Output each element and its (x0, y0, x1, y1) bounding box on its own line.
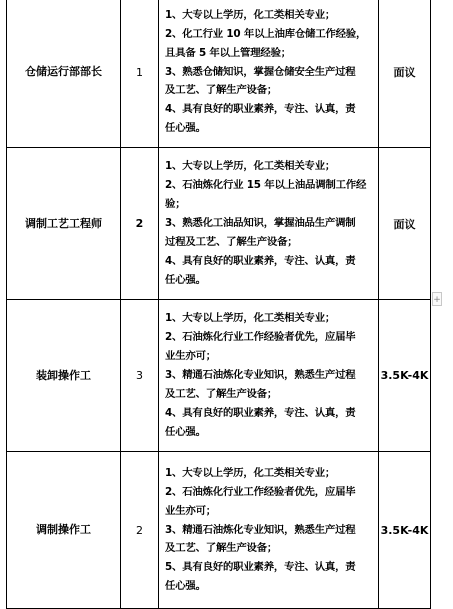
requirement-line: 业生亦可； (165, 504, 216, 517)
position-title: 调制工艺工程师 (7, 148, 121, 300)
headcount: 2 (121, 452, 159, 609)
requirement-line: 2、石油炼化行业 15 年以上油品调制工作经 (165, 179, 367, 192)
table-row (7, 452, 431, 609)
salary: 3.5K-4K (379, 300, 431, 452)
position-title: 调制操作工 (7, 452, 121, 609)
requirement-line: 5、具有良好的职业素养，专注、认真，责 (165, 561, 356, 574)
add-column-button[interactable]: + (432, 292, 442, 306)
requirement-line: 1、大专以上学历，化工类相关专业； (165, 8, 336, 21)
requirement-line: 1、大专以上学历，化工类相关专业； (165, 160, 336, 173)
requirement-line: 4、具有良好的职业素养，专注、认真，责 (165, 254, 356, 267)
salary: 面议 (379, 0, 431, 148)
requirement-line: 4、具有良好的职业素养，专注、认真，责 (165, 406, 356, 419)
salary: 面议 (379, 148, 431, 300)
requirement-line: 1、大专以上学历，化工类相关专业； (165, 312, 336, 325)
requirement-line: 及工艺、了解生产设备； (165, 84, 278, 97)
requirement-line: 任心强。 (165, 273, 206, 286)
job-requirements-table (6, 0, 431, 609)
requirement-line: 任心强。 (165, 425, 206, 438)
headcount: 2 (121, 148, 159, 300)
requirement-line: 业生亦可； (165, 350, 216, 363)
requirement-line: 3、精通石油炼化专业知识，熟悉生产过程 (165, 369, 356, 382)
requirement-line: 1、大专以上学历，化工类相关专业； (165, 466, 336, 479)
requirements-cell (159, 148, 379, 300)
requirement-line: 2、石油炼化行业工作经验者优先，应届毕 (165, 331, 356, 344)
salary: 3.5K-4K (379, 452, 431, 609)
requirement-line: 2、石油炼化行业工作经验者优先，应届毕 (165, 485, 356, 498)
position-title: 仓储运行部部长 (7, 0, 121, 148)
table-row (7, 300, 431, 452)
requirement-line: 3、熟悉仓储知识，掌握仓储安全生产过程 (165, 65, 356, 78)
headcount: 3 (121, 300, 159, 452)
table-row (7, 148, 431, 300)
requirement-line: 2、化工行业 10 年以上油库仓储工作经验， (165, 27, 367, 40)
requirement-line: 及工艺、了解生产设备； (165, 542, 278, 555)
requirements-cell (159, 300, 379, 452)
requirement-line: 验； (165, 198, 186, 211)
requirements-cell (159, 452, 379, 609)
requirements-cell (159, 0, 379, 148)
requirement-line: 过程及工艺、了解生产设备； (165, 235, 298, 248)
requirement-line: 及工艺、了解生产设备； (165, 387, 278, 400)
requirement-line: 4、具有良好的职业素养，专注、认真，责 (165, 103, 356, 116)
requirement-line: 且具备 5 年以上管理经验； (165, 46, 291, 59)
requirement-line: 3、精通石油炼化专业知识，熟悉生产过程 (165, 523, 356, 536)
headcount: 1 (121, 0, 159, 148)
table-row (7, 0, 431, 148)
requirement-line: 任心强。 (165, 580, 206, 593)
requirement-line: 任心强。 (165, 122, 206, 135)
position-title: 装卸操作工 (7, 300, 121, 452)
requirement-line: 3、熟悉化工油品知识，掌握油品生产调制 (165, 217, 356, 230)
